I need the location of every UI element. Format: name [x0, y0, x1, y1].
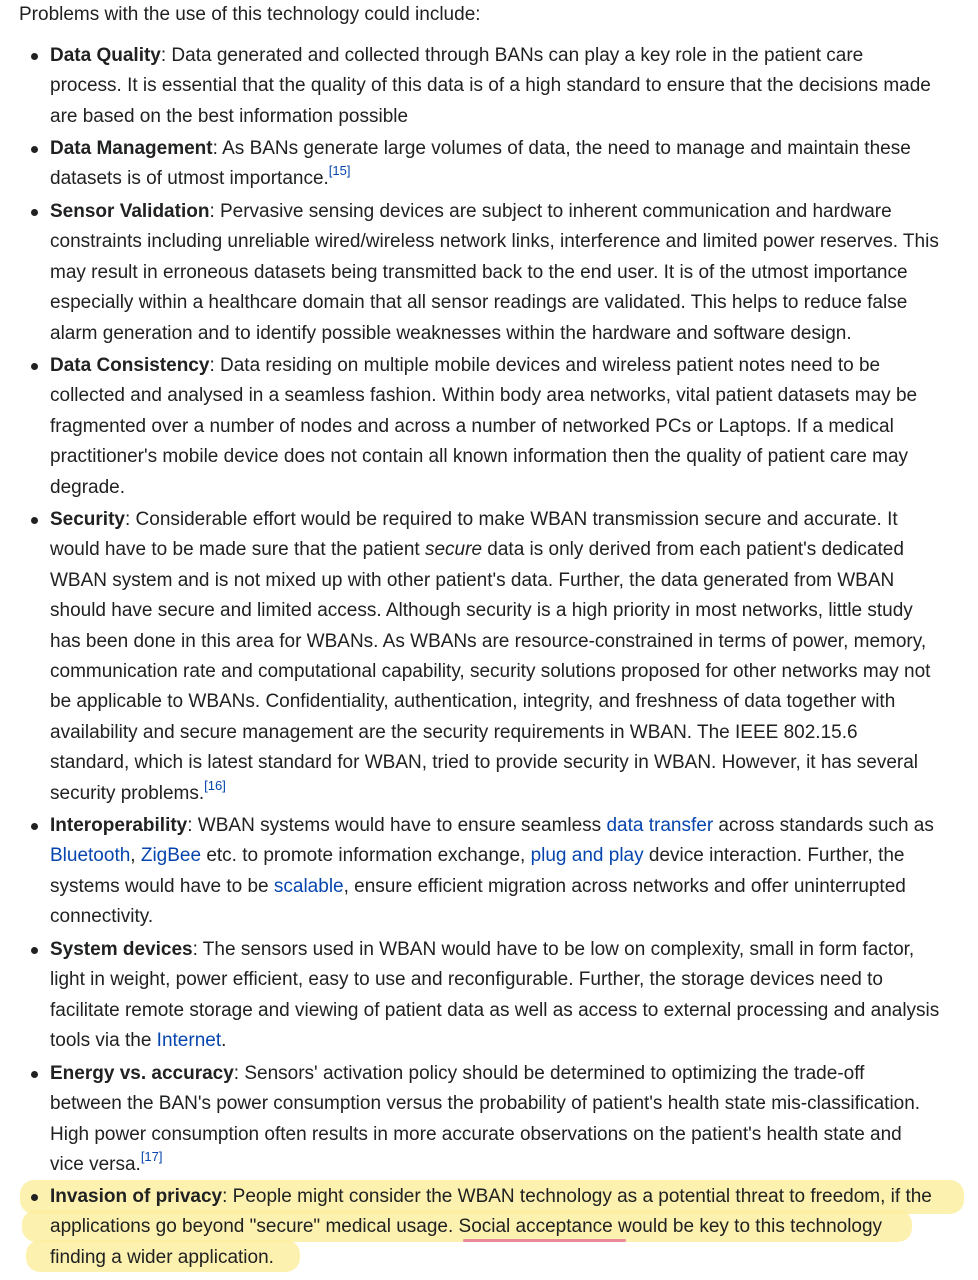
citation-ref[interactable]: [17]: [140, 1149, 163, 1165]
link-zigbee[interactable]: ZigBee: [140, 845, 202, 867]
item-term: Data Management: [50, 138, 213, 159]
link-internet[interactable]: Internet: [156, 1030, 222, 1052]
bullet-icon: [31, 517, 38, 524]
intro-text: Problems with the use of this technology could include:: [19, 4, 481, 25]
item-term: Sensor Validation: [50, 201, 210, 222]
bullet-icon: [31, 947, 38, 954]
item-term: Security: [50, 509, 125, 530]
item-term: Data Consistency: [50, 355, 210, 376]
emphasis-secure: secure: [424, 539, 483, 561]
item-term: System devices: [50, 939, 193, 960]
bullet-icon: [31, 1194, 38, 1201]
bullet-icon: [31, 146, 38, 153]
link-plug-and-play[interactable]: plug and play: [530, 845, 644, 867]
item-term: Data Quality: [50, 45, 161, 66]
citation-ref[interactable]: [15]: [328, 163, 351, 179]
citation-ref[interactable]: [16]: [204, 777, 226, 793]
bullet-icon: [31, 823, 38, 830]
link-scalable[interactable]: scalable: [273, 875, 344, 897]
bullet-icon: [31, 363, 38, 370]
item-term: Invasion of privacy: [50, 1186, 223, 1207]
bullet-icon: [31, 209, 38, 216]
link-data-transfer[interactable]: data transfer: [606, 815, 714, 836]
bullet-icon: [31, 53, 38, 60]
bullet-icon: [31, 1071, 38, 1078]
link-bluetooth[interactable]: Bluetooth: [50, 845, 131, 867]
item-term: Interoperability: [50, 815, 188, 836]
item-term: Energy vs. accuracy: [50, 1063, 234, 1084]
